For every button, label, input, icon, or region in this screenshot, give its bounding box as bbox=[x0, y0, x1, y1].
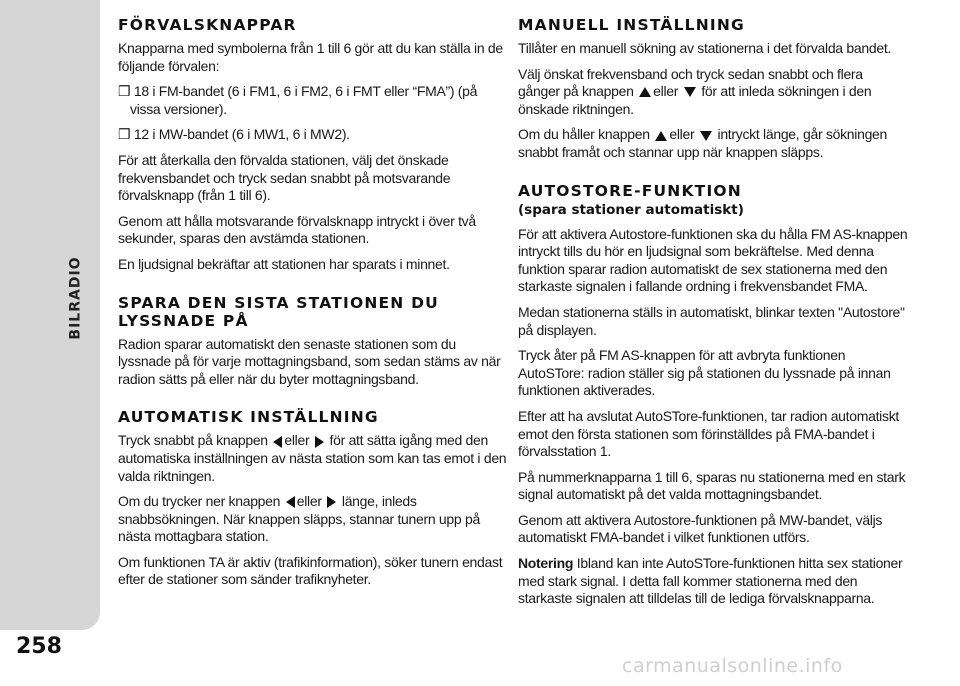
preset-recall-text: För att återkalla den förvalda stationen, välj det önskade frekvensbandet och tryck sedan snabbt på motsvarande förvalsknapp (från 1 till 6). bbox=[118, 151, 451, 204]
note-paragraph bbox=[518, 555, 908, 608]
down-arrow-icon bbox=[700, 131, 712, 141]
autostore-p2: Medan stationerna ställs in automatiskt, blinkar texten "Autostore" på displayen. bbox=[518, 303, 905, 338]
right-arrow-icon bbox=[327, 496, 336, 508]
autostore-p1: För att aktivera Autostore-funktionen ska du hålla FM AS-knappen intryckt tills du hör en ljudsignal som bekräftelse. Med denna funktion sparar radion automatiskt de sex stationerna med den starkaste signalen i fallande ordning i frekvensbandet FMA. bbox=[518, 225, 908, 295]
autostore-p5: På nummerknapparna 1 till 6, sparas nu stationerna med en stark signal automatiskt på det valda mottagningsbandet. bbox=[518, 468, 906, 503]
left-arrow-icon bbox=[286, 496, 295, 508]
manual-tuning-p2: Välj önskat frekvensband och tryck sedan snabbt och flera gånger på knappen eller för att inleda sökningen i den önskade riktningen. bbox=[518, 65, 872, 117]
side-tab bbox=[0, 0, 100, 630]
auto-tuning-p1: Tryck snabbt på knappen eller för att sätta igång med den automatiska inställningen av nästa station som kan tas emot i den valda riktningen. bbox=[118, 432, 507, 484]
right-arrow-icon bbox=[315, 436, 324, 448]
watermark: carmanualsonline.info bbox=[622, 655, 843, 677]
up-arrow-icon bbox=[639, 87, 651, 97]
auto-tuning-heading: AUTOMATISK INSTÄLLNING bbox=[118, 408, 379, 427]
autostore-p4: Efter att ha avslutat AutoSTore-funktionen, tar radion automatiskt emot den första stationen som förinställdes på FMA-bandet i förvalsstation 1. bbox=[518, 407, 899, 460]
right-column bbox=[518, 16, 908, 616]
preset-heading: FÖRVALSKNAPPAR bbox=[118, 16, 297, 34]
left-column bbox=[118, 16, 508, 597]
preset-confirm-text: En ljudsignal bekräftar att stationen har sparats i minnet. bbox=[118, 255, 450, 272]
manual-tuning-p3: Om du håller knappen eller intryckt länge, går sökningen snabbt framåt och stannar upp när knappen släpps. bbox=[518, 126, 888, 160]
manual-tuning-heading: MANUELL INSTÄLLNING bbox=[518, 16, 745, 34]
section-label: BILRADIO bbox=[67, 256, 84, 340]
last-station-heading: SPARA DEN SISTA STATIONEN DU LYSSNADE PÅ bbox=[118, 293, 439, 330]
autostore-p3: Tryck åter på FM AS-knappen för att avbryta funktionen AutoSTore: radion ställer sig på stationen du lyssnade på innan funktionen aktiverades. bbox=[518, 347, 891, 399]
note-text: Ibland kan inte AutoSTore-funktionen hitta sex stationer med stark signal. I detta fall kommer stationerna med den starkaste signalen att tilldelas till de lediga förvalsknapparna. bbox=[518, 555, 903, 607]
note-label: Notering bbox=[518, 555, 574, 572]
last-station-text: Radion sparar automatiskt den senaste stationen som du lyssnade på för varje mottagningsband, som sedan stäms av när radion sätts på eller när du byter mottagningsband. bbox=[118, 335, 501, 387]
auto-tuning-p3: Om funktionen TA är aktiv (trafikinformation), söker tunern endast efter de stationer som sänder trafiknyheter. bbox=[118, 553, 503, 588]
manual-tuning-p1: Tillåter en manuell sökning av stationerna i det förvalda bandet. bbox=[518, 40, 891, 56]
preset-store-text: Genom att hålla motsvarande förvalsknapp intryckt i över två sekunder, sparas den avstämda stationen. bbox=[118, 212, 476, 247]
autostore-subheading: (spara stationer automatiskt) bbox=[518, 201, 744, 218]
left-arrow-icon bbox=[273, 436, 282, 448]
preset-intro: Knapparna med symbolerna från 1 till 6 gör att du kan ställa in de följande förvalen: bbox=[118, 40, 503, 74]
down-arrow-icon bbox=[684, 87, 696, 97]
preset-bullet-mw: ❒ 12 i MW-bandet (6 i MW1, 6 i MW2). bbox=[118, 126, 350, 143]
auto-tuning-p2: Om du trycker ner knappen eller länge, inleds snabbsökningen. När knappen släpps, stannar tunern upp på nästa mottagbara station. bbox=[118, 493, 480, 545]
preset-bullet-fm: ❒ 18 i FM-bandet (6 i FM1, 6 i FM2, 6 i FMT eller “FMA”) (på vissa versioner). bbox=[118, 83, 478, 117]
page-number: 258 bbox=[16, 634, 62, 659]
autostore-p6: Genom att aktivera Autostore-funktionen på MW-bandet, väljs automatiskt FMA-bandet i vilket funktionen utförs. bbox=[518, 511, 883, 546]
up-arrow-icon bbox=[655, 131, 667, 141]
autostore-heading: AUTOSTORE-FUNKTION bbox=[518, 181, 742, 200]
